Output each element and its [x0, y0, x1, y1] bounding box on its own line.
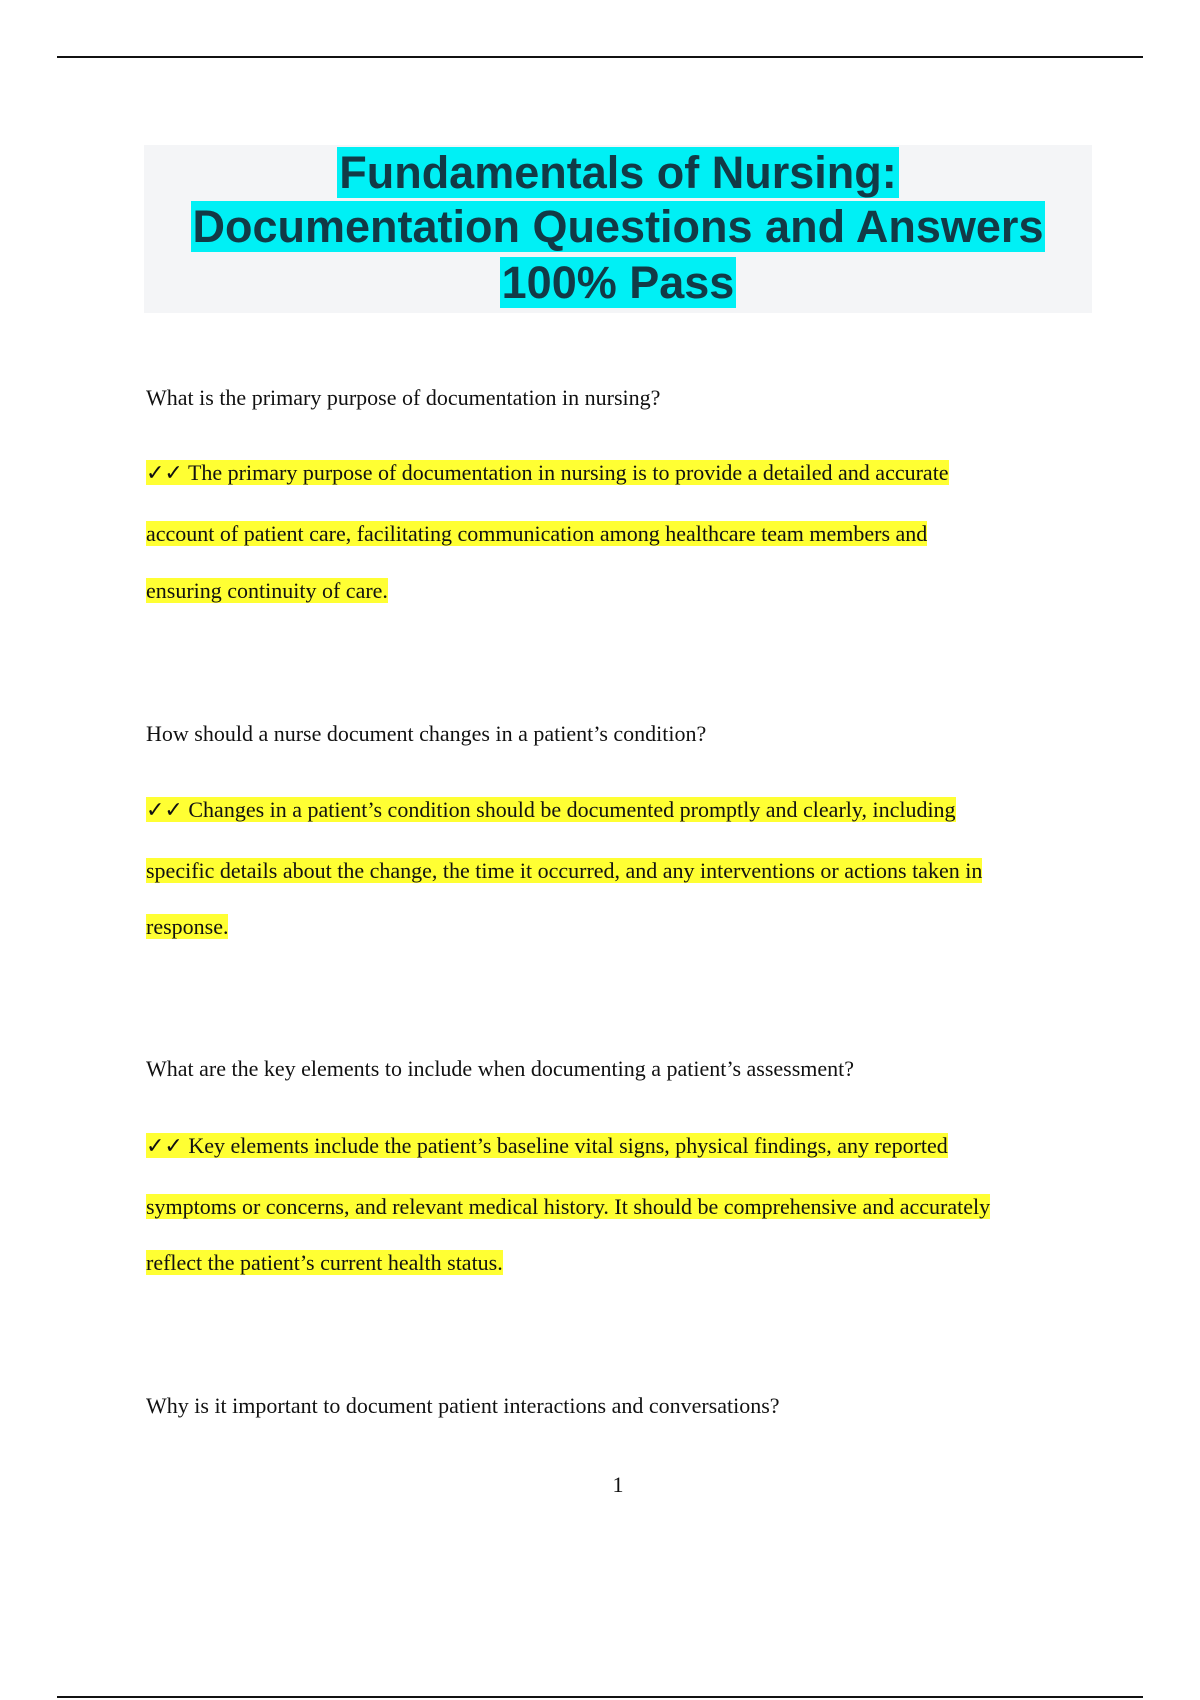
document-title-line: Fundamentals of Nursing: [339, 147, 897, 198]
answer-3-line-1: ✓✓ Key elements include the patient’s baseline vital signs, physical findings, any reported [146, 1133, 948, 1159]
question-1: What is the primary purpose of documentation in nursing? [146, 385, 661, 410]
double-check-icon: ✓✓ [146, 461, 183, 486]
answer-3-line-2: symptoms or concerns, and relevant medical history. It should be comprehensive and accurately [146, 1194, 991, 1219]
answer-2-line-3: response. [146, 914, 229, 939]
double-check-icon: ✓✓ [146, 798, 183, 823]
document-title-box [144, 145, 1092, 313]
question-4: Why is it important to document patient interactions and conversations? [146, 1393, 780, 1418]
document-title-line: Documentation Questions and Answers [192, 201, 1044, 252]
answer-1-line-2: account of patient care, facilitating communication among healthcare team members and [146, 521, 928, 546]
footer-rule [57, 1696, 1143, 1698]
answer-2-line-1: ✓✓ Changes in a patient’s condition should be documented promptly and clearly, including [146, 797, 956, 823]
document-title-line: 100% Pass [501, 257, 735, 308]
question-3: What are the key elements to include when documenting a patient’s assessment? [146, 1056, 855, 1081]
page-number: 1 [612, 1472, 624, 1497]
question-2: How should a nurse document changes in a patient’s condition? [146, 721, 707, 746]
answer-3-line-3: reflect the patient’s current health status. [146, 1250, 503, 1275]
answer-1-line-3: ensuring continuity of care. [146, 578, 388, 603]
answer-1-line-1: ✓✓ The primary purpose of documentation in nursing is to provide a detailed and accurate [146, 460, 949, 486]
double-check-icon: ✓✓ [146, 1134, 183, 1159]
header-rule [57, 56, 1143, 58]
answer-2-line-2: specific details about the change, the time it occurred, and any interventions or actions taken in [146, 858, 983, 883]
